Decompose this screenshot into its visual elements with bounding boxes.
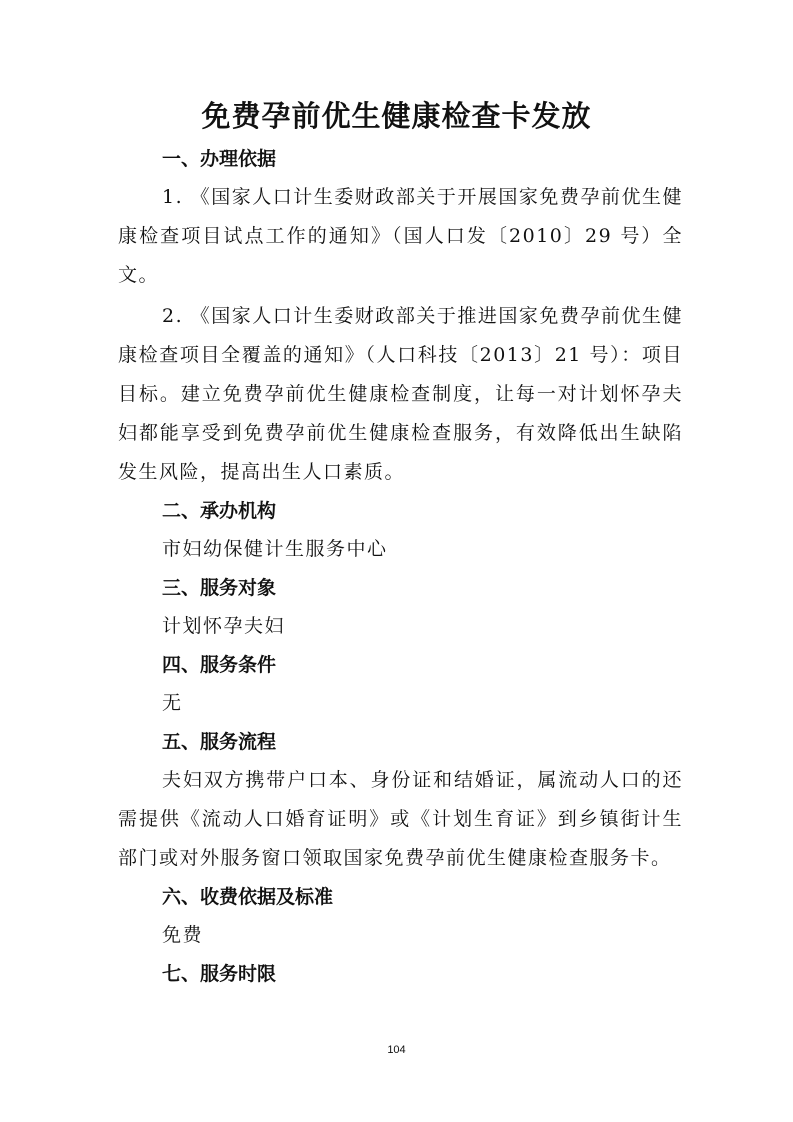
page-title: 免费孕前优生健康检查卡发放 <box>201 99 592 133</box>
section-heading: 四、服务条件 <box>162 654 277 676</box>
paragraph: 夫妇双方携带户口本、身份证和结婚证，属流动人口的还需提供《流动人口婚育证明》或《计划生育证》到乡镇街计生部门或对外服务窗口领取国家免费孕前优生健康检查服务卡。 <box>118 769 683 869</box>
page-number: 104 <box>387 1044 406 1056</box>
section-heading: 七、服务时限 <box>162 963 277 985</box>
paragraph: 市妇幼保健计生服务中心 <box>162 538 388 560</box>
section-heading: 六、收费依据及标准 <box>162 886 334 908</box>
document-body <box>118 140 683 993</box>
section-heading: 二、承办机构 <box>162 500 277 522</box>
paragraph: 2. 《国家人口计生委财政部关于推进国家免费孕前优生健康检查项目全覆盖的通知》（人口科技〔2013〕21 号）：项目目标。建立免费孕前优生健康检查制度，让每一对计划怀孕夫妇都能享受到免费孕前优生健康检查服务，有效降低出生缺陷发生风险，提高出生人口素质。 <box>118 305 683 483</box>
section-heading: 五、服务流程 <box>162 731 277 753</box>
paragraph: 免费 <box>162 924 204 946</box>
section-heading: 三、服务对象 <box>162 577 277 599</box>
section-heading: 一、办理依据 <box>162 148 277 170</box>
paragraph: 无 <box>162 692 183 714</box>
paragraph: 计划怀孕夫妇 <box>162 615 286 637</box>
paragraph: 1. 《国家人口计生委财政部关于开展国家免费孕前优生健康检查项目试点工作的通知》（国人口发〔2010〕29 号）全文。 <box>118 186 683 286</box>
